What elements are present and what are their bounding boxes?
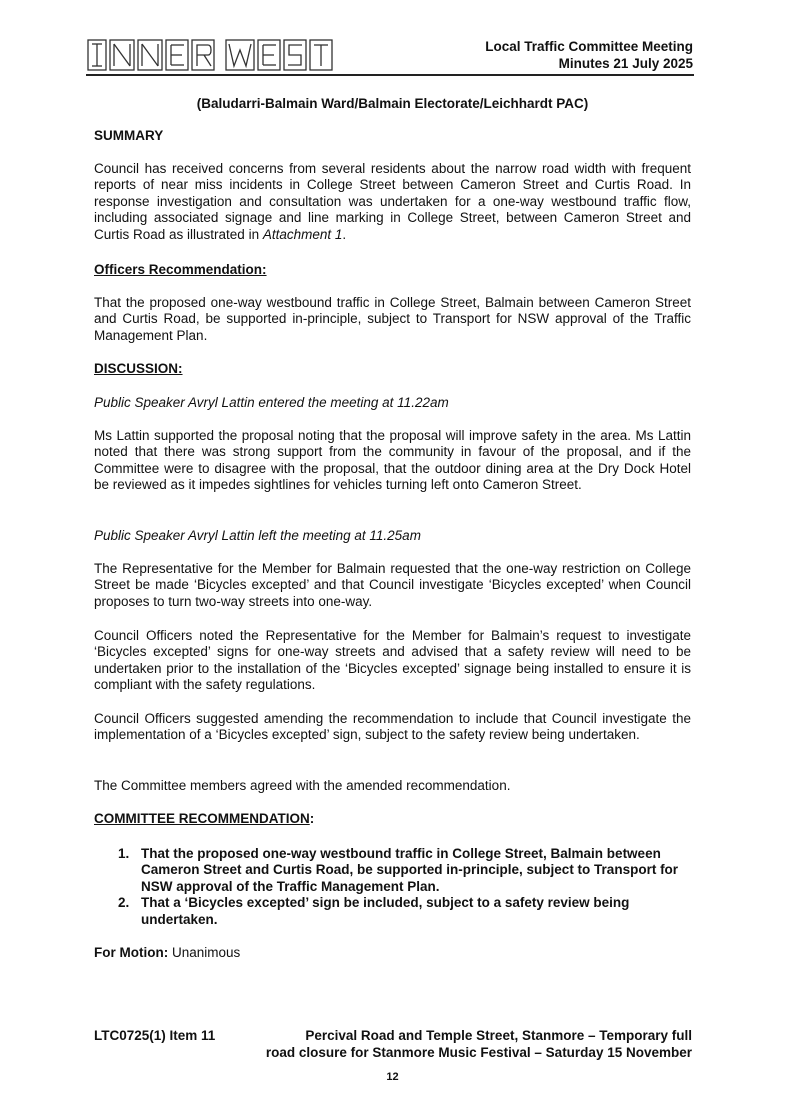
list-item: 2. That a ‘Bicycles excepted’ sign be included, subject to a safety review being undertaken.: [118, 895, 630, 927]
committee-agreed-paragraph: The Committee members agreed with the amended recommendation.: [94, 778, 511, 793]
attachment-reference: Attachment 1: [262, 226, 343, 242]
committee-recommendation-heading: COMMITTEE RECOMMENDATION:: [94, 811, 315, 826]
inner-west-logo: [86, 36, 336, 74]
officers-suggested-paragraph: Council Officers suggested amending the recommendation to include that Council investigate the implementation of a ‘Bicycles excepted’ sign, subject to the safety review being undertaken.: [94, 711, 691, 743]
meeting-title: Local Traffic Committee Meeting: [485, 39, 693, 54]
item-title-line-1: Percival Road and Temple Street, Stanmore – Temporary full: [305, 1028, 692, 1043]
page-number: 12: [386, 1071, 399, 1083]
minutes-date: Minutes 21 July 2025: [558, 56, 693, 71]
next-item-heading: [94, 1027, 692, 1061]
committee-recommendation-list: [118, 846, 696, 928]
speaker-left-note: Public Speaker Avryl Lattin left the meeting at 11.25am: [94, 528, 421, 543]
lattin-paragraph: Ms Lattin supported the proposal noting that the proposal will improve safety in the area. Ms Lattin noted that there was strong support from the community in favour of the proposal, and if the Committee were to disagree with the proposal, that the outdoor dining area at the Dry Dock Hotel be reviewed as it impedes sightlines for vehicles turning left onto Cameron Street.: [94, 428, 691, 493]
representative-paragraph: The Representative for the Member for Balmain requested that the one-way restriction on College Street be made ‘Bicycles excepted’ and that Council investigate ‘Bicycles excepted’ when Council proposes to turn two-way streets into one-way.: [94, 561, 691, 609]
summary-paragraph: Council has received concerns from several residents about the narrow road width with frequent reports of near miss incidents in College Street between Cameron Street and Curtis Road. In response investigation and consultation was undertaken for a one-way westbound traffic flow, including associated signage and line marking in College Street, between Cameron Street and Curtis Road as illustrated in Attachment 1.: [94, 161, 691, 242]
officers-noted-paragraph: Council Officers noted the Representative for the Member for Balmain’s request to investigate ‘Bicycles excepted’ signs for one-way streets and advised that a safety review will need to be undertaken prior to the installation of the ‘Bicycles excepted’ signage being installed to ensure it is compliant with the safety regulations.: [94, 628, 691, 693]
ward-line: (Baludarri-Balmain Ward/Balmain Electorate/Leichhardt PAC): [196, 96, 589, 111]
summary-heading: SUMMARY: [94, 128, 164, 143]
officers-recommendation-heading: Officers Recommendation:: [94, 262, 267, 277]
officers-recommendation-text: That the proposed one-way westbound traffic in College Street, Balmain between Cameron Street and Curtis Road, be supported in-principle, subject to Transport for NSW approval of the Traffic Management Plan.: [94, 295, 691, 343]
discussion-heading: DISCUSSION:: [94, 361, 183, 376]
header-divider: [86, 74, 694, 76]
motion-result: For Motion: Unanimous: [94, 945, 241, 960]
header-meeting-info: [485, 38, 693, 72]
speaker-entered-note: Public Speaker Avryl Lattin entered the meeting at 11.22am: [94, 395, 449, 410]
list-item: 1. That the proposed one-way westbound traffic in College Street, Balmain between Cameron Street and Curtis Road, be supported in-principle, subject to Transport for NSW approval of the Traffic Management Plan.: [118, 846, 679, 894]
item-reference: LTC0725(1) Item 11: [94, 1028, 216, 1043]
item-title-line-2: road closure for Stanmore Music Festival – Saturday 15 November: [265, 1045, 692, 1060]
